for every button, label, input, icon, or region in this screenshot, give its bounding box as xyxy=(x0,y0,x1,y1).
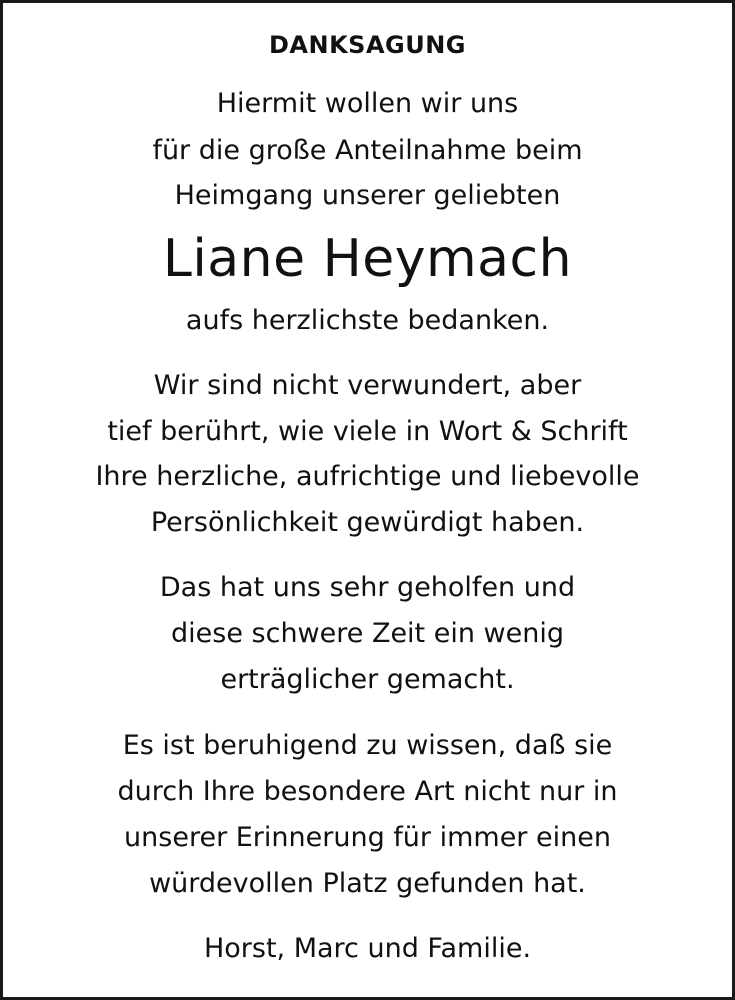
paragraph-2-line-2: diese schwere Zeit ein wenig xyxy=(171,618,564,649)
intro-line-2: für die große Anteilnahme beim xyxy=(152,135,583,166)
paragraph-1-line-3: Ihre herzliche, aufrichtige und liebevolle xyxy=(95,461,640,492)
intro-line-3: Heimgang unserer geliebten xyxy=(174,180,561,211)
paragraph-1-line-2: tief berührt, wie viele in Wort & Schrift xyxy=(107,416,628,447)
signature: Horst, Marc und Familie. xyxy=(203,933,532,964)
paragraph-3-line-4: würdevollen Platz gefunden hat. xyxy=(149,868,586,899)
paragraph-3-line-3: unserer Erinnerung für immer einen xyxy=(124,822,611,853)
paragraph-3-line-2: durch Ihre besondere Art nicht nur in xyxy=(117,776,618,807)
paragraph-2-line-3: erträglicher gemacht. xyxy=(220,664,515,695)
deceased-name: Liane Heymach xyxy=(162,229,573,289)
paragraph-2-line-1: Das hat uns sehr geholfen und xyxy=(159,572,576,603)
intro-line-1: Hiermit wollen wir uns xyxy=(216,88,519,119)
notice-heading: DANKSAGUNG xyxy=(268,31,466,59)
paragraph-3-line-1: Es ist beruhigend zu wissen, daß sie xyxy=(122,730,613,761)
paragraph-1-line-4: Persönlichkeit gewürdigt haben. xyxy=(150,507,585,538)
paragraph-1-line-1: Wir sind nicht verwundert, aber xyxy=(153,370,582,401)
thanks-line: aufs herzlichste bedanken. xyxy=(185,305,550,336)
